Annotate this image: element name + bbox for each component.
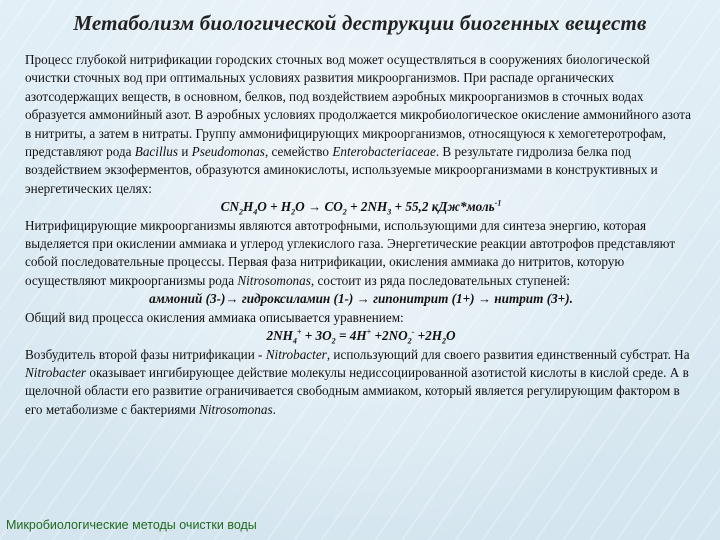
text-run: . В результате гидролиза белка под воздействием экзоферментов, образуются аминокислоты, используемые микроорганизмами в конструктивных и энергетических целях:	[25, 144, 658, 196]
formula-sup: +	[296, 327, 302, 337]
formula-part: +2H	[414, 328, 442, 344]
genus-bacillus: Bacillus	[134, 144, 179, 160]
slide-title: Метаболизм биологической деструкции биогенных веществ	[73, 11, 647, 35]
slide-footer: Микробиологические методы очистки воды	[6, 518, 257, 532]
formula-ammonia-oxidation	[25, 327, 697, 345]
genus-nitrosomonas: Nitrosomonas	[199, 401, 273, 417]
family-enterobacteriaceae: Enterobacteriaceae	[332, 144, 436, 160]
formula-sub: 2	[342, 207, 347, 217]
formula-sub: 4	[253, 207, 258, 217]
formula-part: CN	[220, 199, 239, 215]
formula-part: O → CO	[295, 199, 343, 215]
formula-part: = 4H	[335, 328, 367, 344]
genus-pseudomonas: Pseudomonas	[191, 144, 265, 160]
formula-sub: 2	[291, 207, 296, 217]
formula-sub: 4	[292, 336, 297, 346]
paragraph-equation-intro: Общий вид процесса окисления аммиака описывается уравнением:	[25, 309, 404, 325]
text-run: и	[178, 144, 192, 160]
formula-part: 2NH	[266, 328, 293, 344]
genus-nitrobacter: Nitrobacter	[265, 346, 327, 362]
formula-part: O	[445, 328, 456, 344]
text-run: Нитрифицирующие микроорганизмы являются автотрофными, использующими для синтеза энергию, которая выделяется при окислении аммиака и углерод углекислого газа. Энергетические реакции автотрофов представляют собой последовательные процессы. Первая фаза нитрификации, окисления аммиака до нитритов, которую осуществляют микроорганизмы рода	[25, 217, 676, 288]
paragraph-ammonification	[25, 51, 697, 198]
text-run: оказывает ингибирующее действие молекулы недиссоциированной азотистой кислоты в кислой среде. А в щелочной области его развитие ограничивается свободным аммиаком, который является регулирующим фактором в его метаболизме с бактериями	[25, 364, 689, 417]
text-run: , состоит из ряда последовательных ступеней:	[310, 272, 571, 288]
formula-part: + 55,2 кДж*моль	[391, 199, 495, 215]
text-run: .	[272, 401, 276, 417]
formula-hydrolysis	[25, 198, 697, 216]
formula-sup: -1	[494, 198, 502, 208]
formula-sub: 3	[387, 207, 392, 217]
formula-part: O + H	[257, 199, 292, 215]
text-run: , семейство	[264, 144, 333, 160]
formula-part: + 2NH	[346, 199, 388, 215]
formula-sub: 2	[407, 336, 412, 346]
formula-part: H	[242, 199, 254, 215]
paragraph-nitrification-phase1	[25, 217, 697, 291]
slide-body	[25, 51, 697, 419]
formula-oxidation-steps: аммоний (3-)→ гидроксиламин (1-) → гипонитрит (1+) → нитрит (3+).	[149, 291, 573, 307]
genus-nitrobacter: Nitrobacter	[25, 364, 87, 380]
formula-sub: 2	[331, 336, 336, 346]
formula-sub: 2	[238, 207, 243, 217]
formula-sub: 2	[441, 336, 446, 346]
text-run: , использующий для своего развития единственный субстрат. На	[326, 346, 690, 362]
text-run: Процесс глубокой нитрификации городских сточных вод может осуществляться в сооружениях биологической очистки сточных вод при оптимальных условиях развития микроорганизмов. При распаде органических азотсодержащих веществ, в основном, белков, под воздействием аэробных микроорганизмов в сточных водах образуется аммонийный азот. В аэробных условиях продолжается микробиологическое окисление аммонийного азота в нитриты, а затем в нитраты. Группу аммонифицирующих микроорганизмов, относящуюся к хемогетеротрофам, представляют рода	[25, 52, 692, 160]
formula-sup: +	[366, 327, 372, 337]
paragraph-nitrification-phase2	[25, 346, 697, 420]
genus-nitrosomonas: Nitrosomonas	[237, 272, 311, 288]
formula-part: + 3O	[301, 328, 332, 344]
formula-part: +2NO	[371, 328, 408, 344]
formula-sup: -	[411, 327, 415, 337]
text-run: Возбудитель второй фазы нитрификации -	[25, 346, 266, 362]
